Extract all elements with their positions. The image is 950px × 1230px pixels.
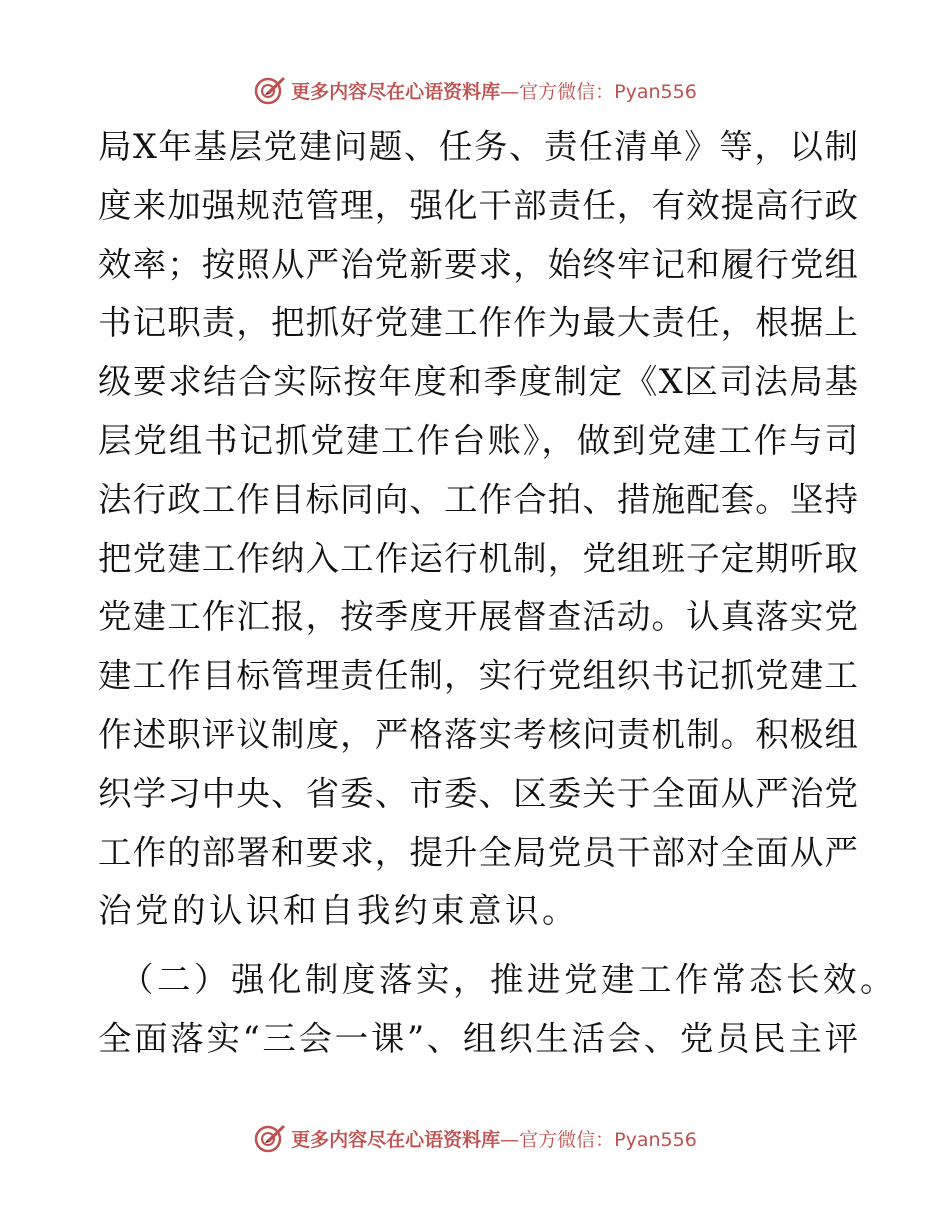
text-line: 全面落实“三会一课”、组织生活会、党员民主评 [98, 1018, 858, 1058]
text-line: 建工作目标管理责任制，实行党组织书记抓党建工 [98, 656, 858, 696]
watermark-separator: — [500, 80, 520, 103]
text-line: 层党组书记抓党建工作台账》，做到党建工作与司 [98, 420, 858, 460]
watermark-title: 更多内容尽在心语资料库 [291, 80, 501, 103]
footer-watermark [0, 1118, 950, 1158]
text-line: 局X年基层党建问题、任务、责任清单》等，以制 [98, 127, 858, 166]
document-body [98, 118, 897, 1069]
pen-logo-icon [253, 1121, 287, 1155]
text-line: 度来加强规范管理，强化干部责任，有效提高行政 [98, 185, 858, 225]
text-line: 工作的部署和要求，提升全局党员干部对全面从严 [98, 832, 858, 872]
section-heading: （二）强化制度落实，推进党建工作常态长效。 [120, 960, 897, 1000]
text-line: 级要求结合实际按年度和季度制定《X区司法局基 [98, 362, 858, 402]
watermark-title: 更多内容尽在心语资料库 [291, 1128, 501, 1151]
watermark-contact: 官方微信：Pyan556 [519, 80, 697, 103]
watermark-text [291, 1125, 697, 1152]
pen-logo-icon [253, 73, 287, 107]
watermark-text [291, 77, 697, 104]
text-line: 党建工作汇报，按季度开展督查活动。认真落实党 [98, 597, 858, 637]
text-line: 作述职评议制度，严格落实考核问责机制。积极组 [98, 714, 858, 754]
watermark-separator: — [500, 1128, 520, 1151]
text-line: 织学习中央、省委、市委、区委关于全面从严治党 [98, 773, 858, 813]
watermark-contact: 官方微信：Pyan556 [519, 1128, 697, 1151]
text-line: 法行政工作目标同向、工作合拍、措施配套。坚持 [98, 479, 858, 519]
text-line: 把党建工作纳入工作运行机制，党组班子定期听取 [98, 538, 858, 578]
text-line: 效率；按照从严治党新要求，始终牢记和履行党组 [98, 244, 858, 284]
text-line: 书记职责，把抓好党建工作作为最大责任，根据上 [98, 303, 858, 343]
text-line: 治党的认识和自我约束意识。 [98, 891, 579, 931]
header-watermark [0, 70, 950, 110]
